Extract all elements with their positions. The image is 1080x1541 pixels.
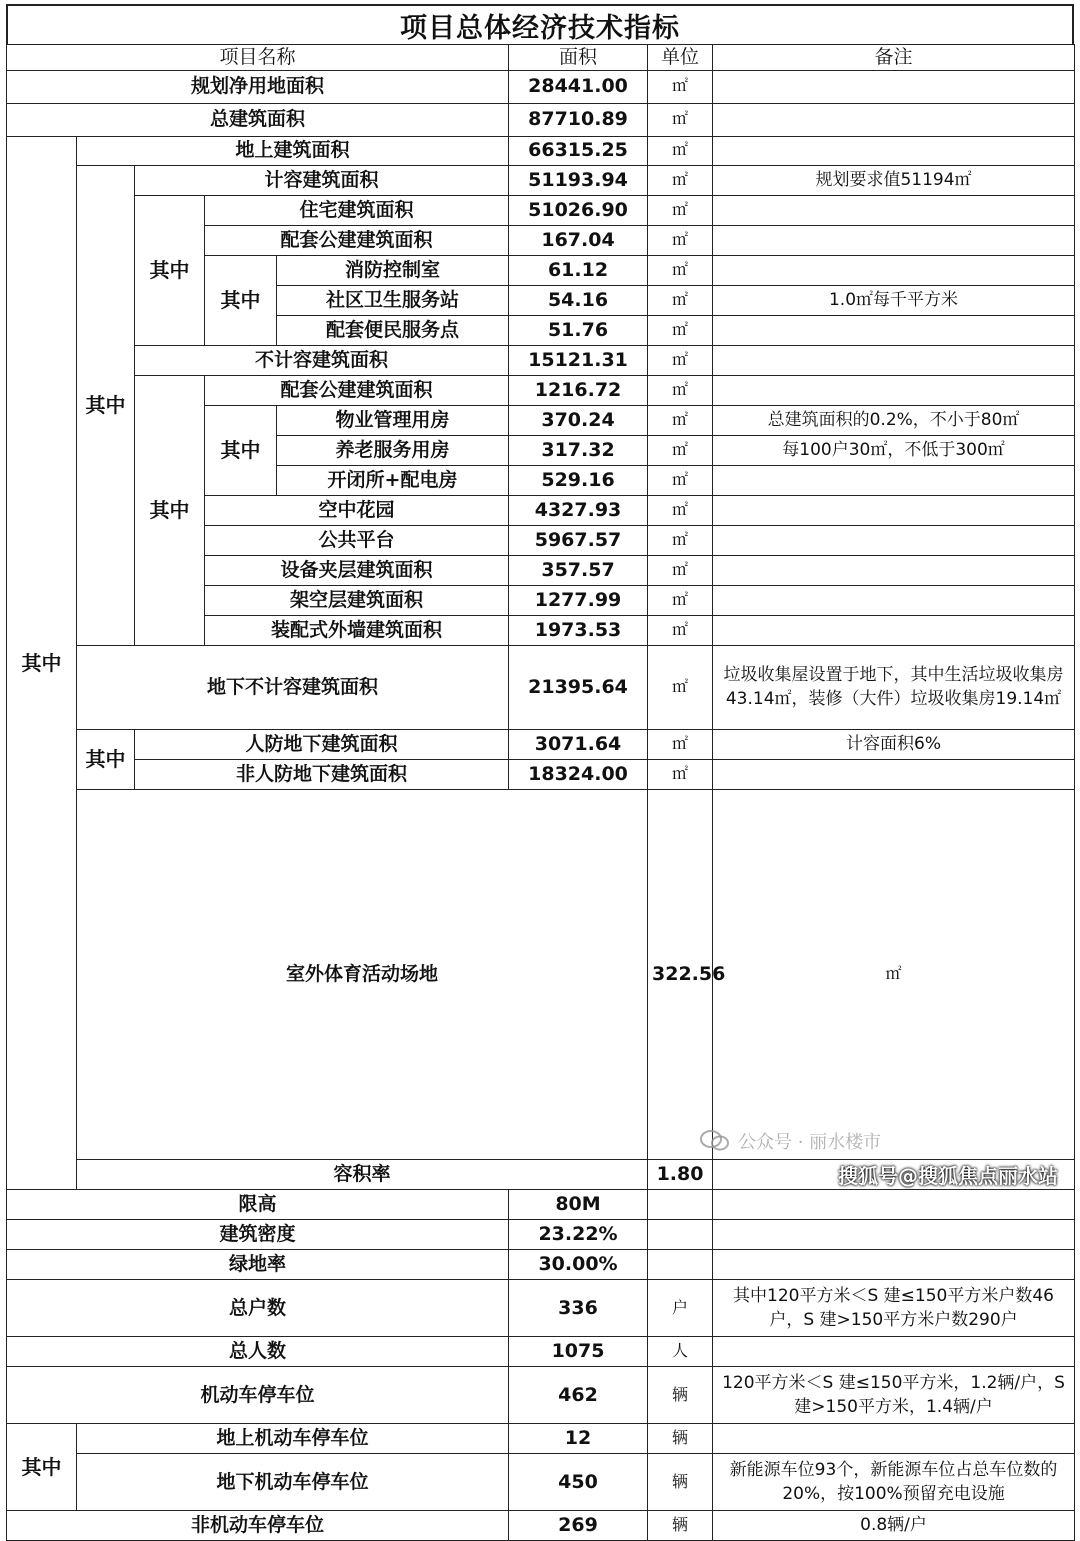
group-label: 其中 <box>77 165 135 645</box>
row-unit: ㎡ <box>713 789 1075 1160</box>
row-unit: ㎡ <box>648 405 713 435</box>
row-value: 269 <box>509 1511 648 1541</box>
table-row <box>7 1454 1075 1511</box>
row-label: 绿地率 <box>7 1250 509 1280</box>
row-note <box>713 136 1075 165</box>
row-label: 室外体育活动场地 <box>77 789 648 1160</box>
row-value: 529.16 <box>509 465 648 495</box>
row-label: 地上建筑面积 <box>77 136 509 165</box>
watermark-source: 搜狐号@搜狐焦点丽水站 <box>838 1164 1058 1188</box>
row-value: 51.76 <box>509 315 648 345</box>
table-row <box>7 645 1075 729</box>
table-row <box>7 759 1075 789</box>
row-label: 地上机动车停车位 <box>77 1424 509 1454</box>
row-unit: ㎡ <box>648 225 713 255</box>
row-value: 462 <box>509 1367 648 1424</box>
row-unit <box>713 1160 1075 1190</box>
header-name: 项目名称 <box>7 45 509 71</box>
row-label: 限高 <box>7 1190 509 1220</box>
row-label: 开闭所+配电房 <box>277 465 509 495</box>
row-unit: ㎡ <box>648 285 713 315</box>
row-note <box>713 1424 1075 1454</box>
group-label: 其中 <box>7 1424 77 1511</box>
row-value: 1.80 <box>648 1160 713 1190</box>
row-value: 15121.31 <box>509 345 648 375</box>
row-unit: ㎡ <box>648 255 713 285</box>
row-value: 87710.89 <box>509 103 648 136</box>
row-label: 配套公建建筑面积 <box>205 375 509 405</box>
row-label: 物业管理用房 <box>277 405 509 435</box>
row-note <box>713 1337 1075 1367</box>
row-note <box>713 615 1075 645</box>
watermark-account-text: 公众号 · 丽水楼市 <box>738 1132 882 1153</box>
row-value: 167.04 <box>509 225 648 255</box>
row-value: 357.57 <box>509 555 648 585</box>
row-label: 计容建筑面积 <box>135 165 509 195</box>
table-row <box>7 1220 1075 1250</box>
row-label: 机动车停车位 <box>7 1367 509 1424</box>
table-row <box>7 1424 1075 1454</box>
row-label: 消防控制室 <box>277 255 509 285</box>
row-value: 61.12 <box>509 255 648 285</box>
row-label: 配套便民服务点 <box>277 315 509 345</box>
group-label: 其中 <box>77 729 135 789</box>
page-title: 项目总体经济技术指标 <box>6 4 1074 44</box>
row-unit: ㎡ <box>648 585 713 615</box>
row-note <box>713 1220 1075 1250</box>
row-label: 容积率 <box>77 1160 648 1190</box>
row-value: 21395.64 <box>509 645 648 729</box>
row-unit: ㎡ <box>648 165 713 195</box>
table-row <box>7 165 1075 195</box>
row-label: 装配式外墙建筑面积 <box>205 615 509 645</box>
row-value: 1277.99 <box>509 585 648 615</box>
table-row <box>7 136 1075 165</box>
row-label: 不计容建筑面积 <box>135 345 509 375</box>
table-row <box>7 70 1075 103</box>
row-note <box>713 555 1075 585</box>
row-value: 3071.64 <box>509 729 648 759</box>
row-value: 18324.00 <box>509 759 648 789</box>
row-unit <box>648 1190 713 1220</box>
row-unit: ㎡ <box>648 375 713 405</box>
row-unit: ㎡ <box>648 495 713 525</box>
row-unit: ㎡ <box>648 136 713 165</box>
row-note <box>713 195 1075 225</box>
row-value: 370.24 <box>509 405 648 435</box>
row-note: 1.0㎡每千平方米 <box>713 285 1075 315</box>
header-area: 面积 <box>509 45 648 71</box>
row-note: 120平方米＜S 建≤150平方米，1.2辆/户，S 建>150平方米，1.4辆/户 <box>713 1367 1075 1424</box>
row-note <box>713 525 1075 555</box>
table-row <box>7 1367 1075 1424</box>
row-value: 1216.72 <box>509 375 648 405</box>
group-label: 其中 <box>205 255 277 345</box>
row-label: 架空层建筑面积 <box>205 585 509 615</box>
row-unit: ㎡ <box>648 525 713 555</box>
header-note: 备注 <box>713 45 1075 71</box>
header-row <box>7 45 1075 71</box>
row-value: 51026.90 <box>509 195 648 225</box>
table-row <box>7 1160 1075 1190</box>
row-unit: 辆 <box>648 1424 713 1454</box>
row-unit: ㎡ <box>648 615 713 645</box>
table-row <box>7 103 1075 136</box>
row-unit: ㎡ <box>648 195 713 225</box>
row-label: 空中花园 <box>205 495 509 525</box>
row-unit: ㎡ <box>648 103 713 136</box>
row-label: 公共平台 <box>205 525 509 555</box>
group-label: 其中 <box>135 195 205 345</box>
row-unit: ㎡ <box>648 465 713 495</box>
row-label: 社区卫生服务站 <box>277 285 509 315</box>
row-label: 规划净用地面积 <box>7 70 509 103</box>
row-unit: ㎡ <box>648 729 713 759</box>
row-label: 总户数 <box>7 1280 509 1337</box>
row-note: 垃圾收集屋设置于地下，其中生活垃圾收集房43.14㎡，装修（大件）垃圾收集房19.14㎡ <box>713 645 1075 729</box>
row-unit: 人 <box>648 1337 713 1367</box>
row-note <box>713 315 1075 345</box>
table-row <box>7 729 1075 759</box>
row-label: 地下机动车停车位 <box>77 1454 509 1511</box>
row-label: 非人防地下建筑面积 <box>135 759 509 789</box>
table-row <box>7 1511 1075 1541</box>
row-note: 新能源车位93个，新能源车位占总车位数的20%，按100%预留充电设施 <box>713 1454 1075 1511</box>
group-label: 其中 <box>7 136 77 1190</box>
row-note: 计容面积6% <box>713 729 1075 759</box>
indicator-table <box>6 44 1075 1541</box>
row-label: 养老服务用房 <box>277 435 509 465</box>
row-value: 317.32 <box>509 435 648 465</box>
row-value: 80M <box>509 1190 648 1220</box>
row-label: 住宅建筑面积 <box>205 195 509 225</box>
row-value: 4327.93 <box>509 495 648 525</box>
row-note <box>713 255 1075 285</box>
row-unit: ㎡ <box>648 555 713 585</box>
table-row <box>7 345 1075 375</box>
group-label: 其中 <box>135 375 205 645</box>
row-value: 1973.53 <box>509 615 648 645</box>
table-row <box>7 195 1075 225</box>
row-note: 0.8辆/户 <box>713 1511 1075 1541</box>
indicator-sheet <box>6 4 1074 1537</box>
row-label: 设备夹层建筑面积 <box>205 555 509 585</box>
row-unit: 户 <box>648 1280 713 1337</box>
table-row <box>7 375 1075 405</box>
row-value: 66315.25 <box>509 136 648 165</box>
row-note <box>713 585 1075 615</box>
row-note <box>713 70 1075 103</box>
row-label: 配套公建建筑面积 <box>205 225 509 255</box>
row-note: 其中120平方米＜S 建≤150平方米户数46户，S 建>150平方米户数290户 <box>713 1280 1075 1337</box>
row-value: 30.00% <box>509 1250 648 1280</box>
row-label: 总建筑面积 <box>7 103 509 136</box>
row-value: 1075 <box>509 1337 648 1367</box>
row-note <box>713 1250 1075 1280</box>
table-row <box>7 1280 1075 1337</box>
row-note <box>713 1190 1075 1220</box>
row-label: 建筑密度 <box>7 1220 509 1250</box>
header-unit: 单位 <box>648 45 713 71</box>
row-unit: 辆 <box>648 1511 713 1541</box>
row-value: 28441.00 <box>509 70 648 103</box>
row-value: 23.22% <box>509 1220 648 1250</box>
row-label: 总人数 <box>7 1337 509 1367</box>
row-note <box>713 759 1075 789</box>
row-unit: 辆 <box>648 1454 713 1511</box>
row-note <box>713 375 1075 405</box>
row-unit: 辆 <box>648 1367 713 1424</box>
row-label: 非机动车停车位 <box>7 1511 509 1541</box>
row-value: 336 <box>509 1280 648 1337</box>
table-row <box>7 1337 1075 1367</box>
row-unit <box>648 1250 713 1280</box>
table-row <box>7 1190 1075 1220</box>
row-note <box>713 465 1075 495</box>
row-unit: ㎡ <box>648 435 713 465</box>
row-value: 5967.57 <box>509 525 648 555</box>
row-note: 规划要求值51194㎡ <box>713 165 1075 195</box>
group-label: 其中 <box>205 405 277 495</box>
row-value: 54.16 <box>509 285 648 315</box>
row-value: 322.56 <box>648 789 713 1160</box>
row-value: 51193.94 <box>509 165 648 195</box>
row-note <box>713 345 1075 375</box>
table-row <box>7 1250 1075 1280</box>
table-row <box>7 789 1075 1160</box>
row-value: 450 <box>509 1454 648 1511</box>
row-note: 总建筑面积的0.2%，不小于80㎡ <box>713 405 1075 435</box>
row-note: 每100户30㎡，不低于300㎡ <box>713 435 1075 465</box>
row-note <box>713 495 1075 525</box>
row-unit: ㎡ <box>648 759 713 789</box>
row-label: 地下不计容建筑面积 <box>77 645 509 729</box>
row-unit: ㎡ <box>648 645 713 729</box>
row-unit: ㎡ <box>648 315 713 345</box>
row-note <box>713 103 1075 136</box>
row-unit: ㎡ <box>648 70 713 103</box>
row-unit: ㎡ <box>648 345 713 375</box>
row-unit <box>648 1220 713 1250</box>
row-value: 12 <box>509 1424 648 1454</box>
row-note <box>713 225 1075 255</box>
row-label: 人防地下建筑面积 <box>135 729 509 759</box>
